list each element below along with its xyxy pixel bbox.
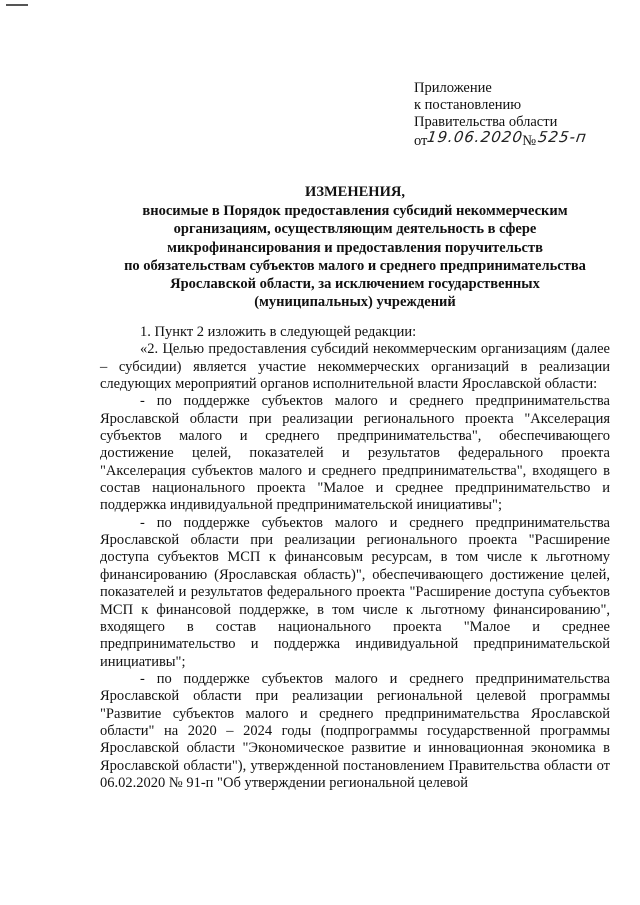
handwritten-number: 525-п [536, 128, 589, 146]
paragraph-4: - по поддержке субъектов малого и среднего предпринимательства Ярославской области при реализации регионального проекта "Расширение доступа субъектов МСП к финансовым ресурсам, в том числе к льготному финансированию (Ярославская область)", обеспечивающего достижение целей, показателей и результатов федерального проекта "Расширение доступа субъектов МСП к финансовой поддержке, в том числе к льготному финансированию", входящего в состав национального проекта "Малое и среднее предпринимательство и поддержка индивидуальной предпринимательской инициативы"; [100, 514, 610, 670]
appendix-date-number [414, 128, 634, 150]
appendix-line-2: к постановлению [414, 97, 522, 113]
title-line-4: по обязательствам субъектов малого и среднего предпринимательства [124, 257, 586, 274]
paragraph-5: - по поддержке субъектов малого и среднего предпринимательства Ярославской области при реализации региональной целевой программы "Развитие субъектов малого и среднего предпринимательства Ярославской области" на 2020 – 2024 годы (подпрограммы государственной программы Ярославской области "Экономическое развитие и инновационная экономика в Ярославской области"), утвержденной постановлением Правительства области от 06.02.2020 № 91-п "Об утверждении региональной целевой [100, 670, 610, 791]
appendix-line-3: Правительства области [414, 114, 558, 130]
title-line-1: вносимые в Порядок предоставления субсидий некоммерческим [142, 203, 568, 220]
title-line-5: Ярославской области, за исключением государственных [170, 276, 540, 293]
paragraph-3: - по поддержке субъектов малого и среднего предпринимательства Ярославской области при реализации регионального проекта "Акселерация субъектов малого и среднего предпринимательства", обеспечивающего достижение целей, показателей и результатов федерального проекта "Акселерация субъектов малого и среднего предпринимательства", входящего в состав национального проекта "Малое и среднее предпринимательство и поддержка индивидуальной предпринимательской инициативы"; [100, 393, 610, 514]
from-label: от [414, 133, 428, 149]
title-line-3: микрофинансирования и предоставления поручительств [167, 239, 543, 256]
title-line-2: организациям, осуществляющим деятельность в сфере [173, 221, 537, 238]
paragraph-1: 1. Пункт 2 изложить в следующей редакции: [140, 324, 417, 340]
handwritten-date: 19.06.2020 [426, 128, 525, 146]
paragraph-2: «2. Целью предоставления субсидий некоммерческим организациям (далее – субсидии) является участие некоммерческих организаций в реализации следующих мероприятий органов исполнительной власти Ярославской области: [100, 341, 610, 393]
corner-mark [6, 4, 28, 6]
document-body [100, 324, 610, 792]
number-label: № [522, 133, 537, 149]
appendix-block [414, 80, 634, 150]
appendix-line-1: Приложение [414, 80, 492, 96]
title-line-6: (муниципальных) учреждений [254, 294, 456, 311]
title-main: ИЗМЕНЕНИЯ, [305, 184, 405, 200]
document-title [100, 183, 610, 311]
